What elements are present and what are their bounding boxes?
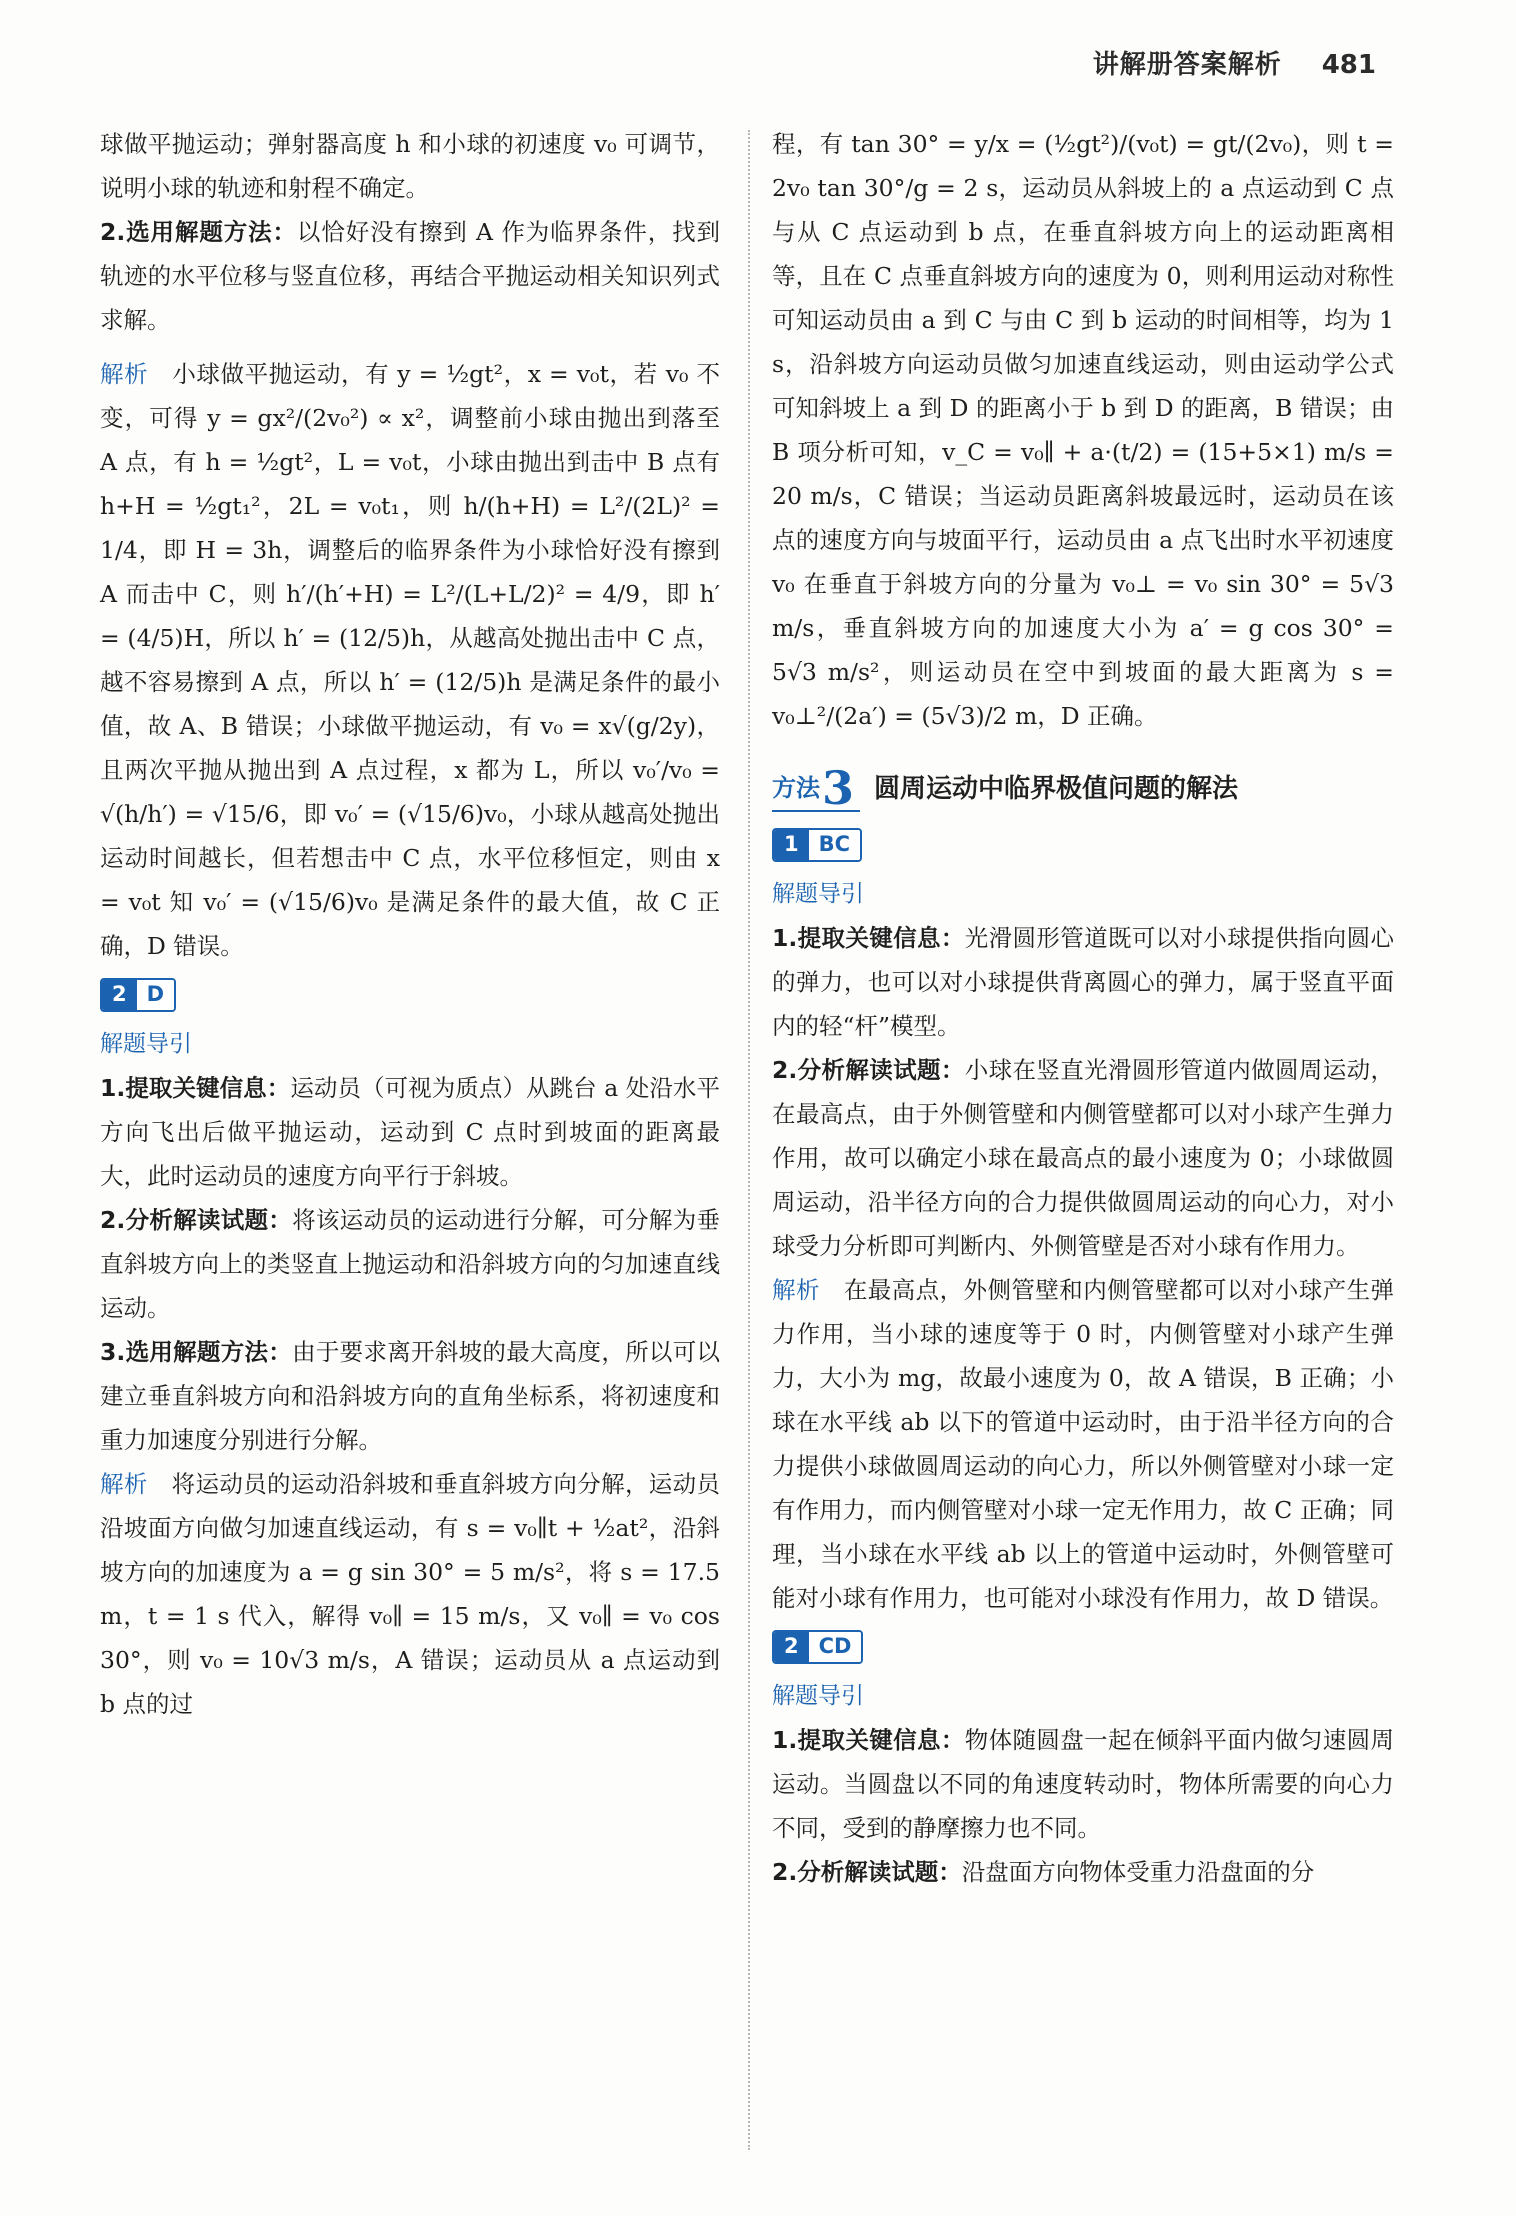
left-column xyxy=(100,122,720,1726)
question-number: 1 xyxy=(774,830,809,860)
analysis-text: 小球做平抛运动，有 y = ½gt²，x = v₀t，若 v₀ 不变，可得 y = gx²/(2v₀²) ∝ x²，调整前小球由抛出到落至 A 点，有 h = ½gt²，L = v₀t，小球由抛出到击中 B 点有 h+H = ½gt₁²，2L = v₀t₁，则 h/(h+H) = L²/(2L)² = 1/4，即 H = 3h，调整后的临界条件为小球恰好没有擦到 A 而击中 C，则 h′/(h′+H) = L²/(L+L/2)² = 4/9，即 h′ = (4/5)H，所以 h′ = (12/5)h，从越高处抛出击中 C 点，越不容易擦到 A 点，所以 h′ = (12/5)h 是满足条件的最小值，故 A、B 错误；小球做平抛运动，有 v₀ = x√(g/2y)，且两次平抛从抛出到 A 点过程，x 都为 L，所以 v₀′/v₀ = √(h/h′) = √15/6，即 v₀′ = (√15/6)v₀，小球从越高处抛出运动时间越长，但若想击中 C 点，水平位移恒定，则由 x = v₀t 知 v₀′ = (√15/6)v₀ 是满足条件的最大值，故 C 正确，D 错误。 xyxy=(100,360,721,960)
method-step xyxy=(100,1198,720,1330)
method-step xyxy=(772,916,1394,1048)
step-text: 运动员（可视为质点）从跳台 a 处沿水平方向飞出后做平抛运动，运动到 C 点时到坡面的距离最大，此时运动员的速度方向平行于斜坡。 xyxy=(100,1074,721,1190)
analysis-label: 解析 xyxy=(772,1276,820,1304)
step-label: 1.提取关键信息： xyxy=(772,924,965,952)
answer-text: D xyxy=(137,980,174,1010)
step-label: 1.提取关键信息： xyxy=(772,1726,965,1754)
analysis-paragraph xyxy=(772,1268,1394,1620)
answer-badge xyxy=(772,1630,863,1664)
step-label: 1.提取关键信息： xyxy=(100,1074,291,1102)
section-title: 讲解册答案解析 xyxy=(1092,50,1282,80)
step-text: 沿盘面方向物体受重力沿盘面的分 xyxy=(961,1858,1315,1886)
step-text: 以恰好没有擦到 A 作为临界条件，找到轨迹的水平位移与竖直位移，再结合平抛运动相关知识列式求解。 xyxy=(100,218,720,334)
guide-heading: 解题导引 xyxy=(772,881,864,907)
method-title: 圆周运动中临界极值问题的解法 xyxy=(874,774,1239,804)
step-text: 将该运动员的运动进行分解，可分解为垂直斜坡方向上的类竖直上抛运动和沿斜坡方向的匀加速直线运动。 xyxy=(100,1206,721,1322)
page-number: 481 xyxy=(1321,50,1376,80)
step-text: 小球在竖直光滑圆形管道内做圆周运动，在最高点，由于外侧管壁和内侧管壁都可以对小球产生弹力作用，故可以确定小球在最高点的最小速度为 0；小球做圆周运动，沿半径方向的合力提供做圆周运动的向心力，对小球受力分析即可判断内、外侧管壁是否对小球有作用力。 xyxy=(772,1056,1395,1260)
answer-badge xyxy=(100,978,176,1012)
step-text: 由于要求离开斜坡的最大高度，所以可以建立垂直斜坡方向和沿斜坡方向的直角坐标系，将初速度和重力加速度分别进行分解。 xyxy=(100,1338,721,1454)
guide-heading: 解题导引 xyxy=(772,1683,864,1709)
analysis-label: 解析 xyxy=(100,1470,148,1498)
step-label: 3.选用解题方法： xyxy=(100,1338,293,1366)
step-text: 光滑圆形管道既可以对小球提供指向圆心的弹力，也可以对小球提供背离圆心的弹力，属于竖直平面内的轻“杆”模型。 xyxy=(772,924,1395,1040)
analysis-text: 将运动员的运动沿斜坡和垂直斜坡方向分解，运动员沿坡面方向做匀加速直线运动，有 s = v₀∥t + ½at²，沿斜坡方向的加速度为 a = g sin 30° = 5 m/s²，将 s = 17.5 m，t = 1 s 代入，解得 v₀∥ = 15 m/s，又 v₀∥ = v₀ cos 30°，则 v₀ = 10√3 m/s，A 错误；运动员从 a 点运动到 b 点的过 xyxy=(100,1470,721,1718)
method-label-text: 方法 xyxy=(772,774,820,802)
analysis-paragraph xyxy=(100,1462,720,1726)
step-label: 2.分析解读试题： xyxy=(772,1056,965,1084)
answer-text: CD xyxy=(809,1632,862,1662)
right-column xyxy=(772,122,1394,1894)
page-header xyxy=(1093,44,1376,81)
method-heading xyxy=(772,761,1394,815)
analysis-paragraph xyxy=(100,352,720,968)
analysis-label: 解析 xyxy=(100,360,149,388)
step-label: 2.分析解读试题： xyxy=(100,1206,293,1234)
method-step xyxy=(100,210,720,342)
method-step xyxy=(772,1048,1394,1268)
analysis-text: 在最高点，外侧管壁和内侧管壁都可以对小球产生弹力作用，当小球的速度等于 0 时，内侧管壁对小球产生弹力，大小为 mg，故最小速度为 0，故 A 错误，B 正确；小球在水平线 ab 以下的管道中运动时，由于沿半径方向的合力提供小球做圆周运动的向心力，所以外侧管壁对小球一定有作用力，而内侧管壁对小球一定无作用力，故 C 正确；同理，当小球在水平线 ab 以上的管道中运动时，外侧管壁可能对小球有作用力，也可能对小球没有作用力，故 D 错误。 xyxy=(772,1276,1395,1612)
method-number: 3 xyxy=(822,761,855,815)
step-label: 2.分析解读试题： xyxy=(772,1858,962,1886)
method-label xyxy=(772,761,860,815)
paragraph: 球做平抛运动；弹射器高度 h 和小球的初速度 v₀ 可调节，说明小球的轨迹和射程不确定。 xyxy=(100,130,720,202)
answer-text: BC xyxy=(809,830,860,860)
step-label: 2.选用解题方法： xyxy=(100,218,297,246)
method-step xyxy=(772,1850,1394,1894)
method-step xyxy=(100,1066,720,1198)
method-step xyxy=(772,1718,1394,1850)
method-step xyxy=(100,1330,720,1462)
paragraph: 程，有 tan 30° = y/x = (½gt²)/(v₀t) = gt/(2v₀)，则 t = 2v₀ tan 30°/g = 2 s，运动员从斜坡上的 a 点运动到 C 点与从 C 点运动到 b 点，在垂直斜坡方向上的运动距离相等，且在 C 点垂直斜坡方向的速度为 0，则利用运动对称性可知运动员由 a 到 C 与由 C 到 b 运动的时间相等，均为 1 s，沿斜坡方向运动员做匀加速直线运动，则由运动学公式可知斜坡上 a 到 D 的距离小于 b 到 D 的距离，B 错误；由 B 项分析可知，v_C = v₀∥ + a·(t/2) = (15+5×1) m/s = 20 m/s，C 错误；当运动员距离斜坡最远时，运动员在该点的速度方向与坡面平行，运动员由 a 点飞出时水平初速度 v₀ 在垂直于斜坡方向的分量为 v₀⊥ = v₀ sin 30° = 5√3 m/s，垂直斜坡方向的加速度大小为 a′ = g cos 30° = 5√3 m/s²，则运动员在空中到坡面的最大距离为 s = v₀⊥²/(2a′) = (5√3)/2 m，D 正确。 xyxy=(772,130,1394,730)
column-divider xyxy=(748,130,750,2150)
guide-heading: 解题导引 xyxy=(100,1031,192,1057)
step-text: 物体随圆盘一起在倾斜平面内做匀速圆周运动。当圆盘以不同的角速度转动时，物体所需要的向心力不同，受到的静摩擦力也不同。 xyxy=(772,1726,1395,1842)
question-number: 2 xyxy=(102,980,137,1010)
answer-badge xyxy=(772,828,862,862)
question-number: 2 xyxy=(774,1632,809,1662)
